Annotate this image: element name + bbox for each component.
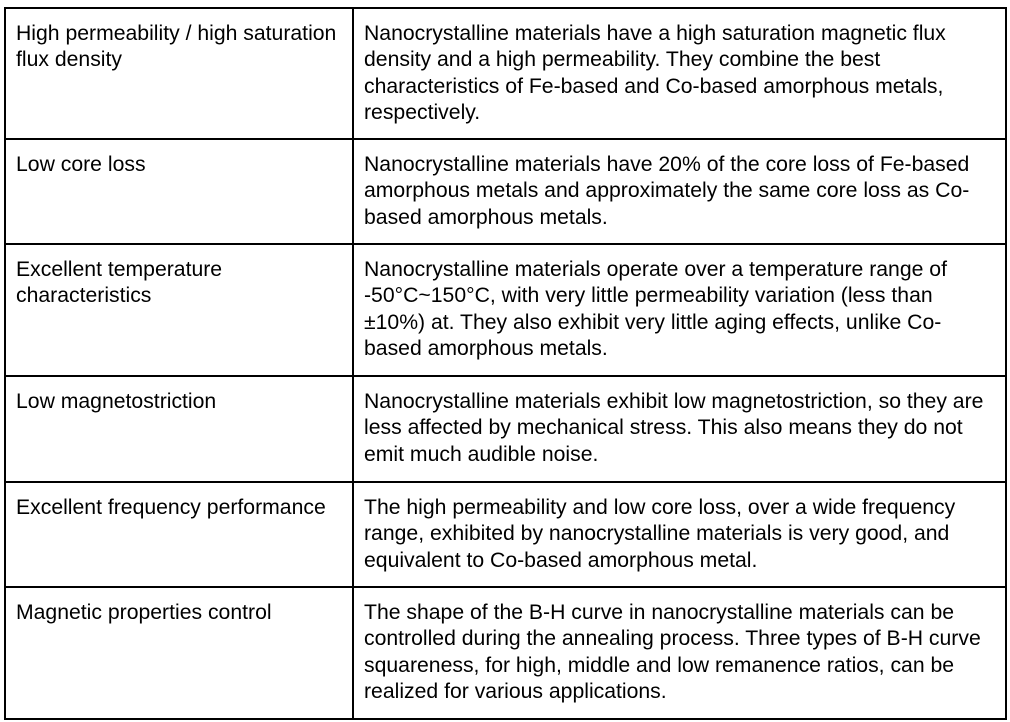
property-name-cell: High permeability / high saturation flux density xyxy=(5,8,353,139)
property-description-cell: The high permeability and low core loss, over a wide frequency range, exhibited by nanocrystalline materials is very good, and equivalent to Co-based amorphous metal. xyxy=(353,482,1006,587)
property-description-cell: Nanocrystalline materials exhibit low magnetostriction, so they are less affected by mechanical stress. This also means they do not emit much audible noise. xyxy=(353,376,1006,482)
property-name-cell: Excellent frequency performance xyxy=(5,482,353,587)
table-row xyxy=(5,139,1006,244)
table-row xyxy=(5,482,1006,587)
table-row xyxy=(5,587,1006,719)
table-row xyxy=(5,376,1006,482)
property-name-cell: Excellent temperature characteristics xyxy=(5,244,353,376)
table-row xyxy=(5,8,1006,139)
property-name-cell: Low magnetostriction xyxy=(5,376,353,482)
properties-table xyxy=(4,7,1007,720)
property-name-cell: Magnetic properties control xyxy=(5,587,353,719)
property-description-cell: Nanocrystalline materials have 20% of the core loss of Fe-based amorphous metals and approximately the same core loss as Co-based amorphous metals. xyxy=(353,139,1006,244)
property-description-cell: Nanocrystalline materials operate over a temperature range of -50°C~150°C, with very little permeability variation (less than ±10%) at. They also exhibit very little aging effects, unlike Co-based amorphous metals. xyxy=(353,244,1006,376)
property-description-cell: Nanocrystalline materials have a high saturation magnetic flux density and a high permeability. They combine the best characteristics of Fe-based and Co-based amorphous metals, respectively. xyxy=(353,8,1006,139)
property-name-cell: Low core loss xyxy=(5,139,353,244)
property-description-cell: The shape of the B-H curve in nanocrystalline materials can be controlled during the annealing process. Three types of B-H curve squareness, for high, middle and low remanence ratios, can be realized for various applications. xyxy=(353,587,1006,719)
table-row xyxy=(5,244,1006,376)
